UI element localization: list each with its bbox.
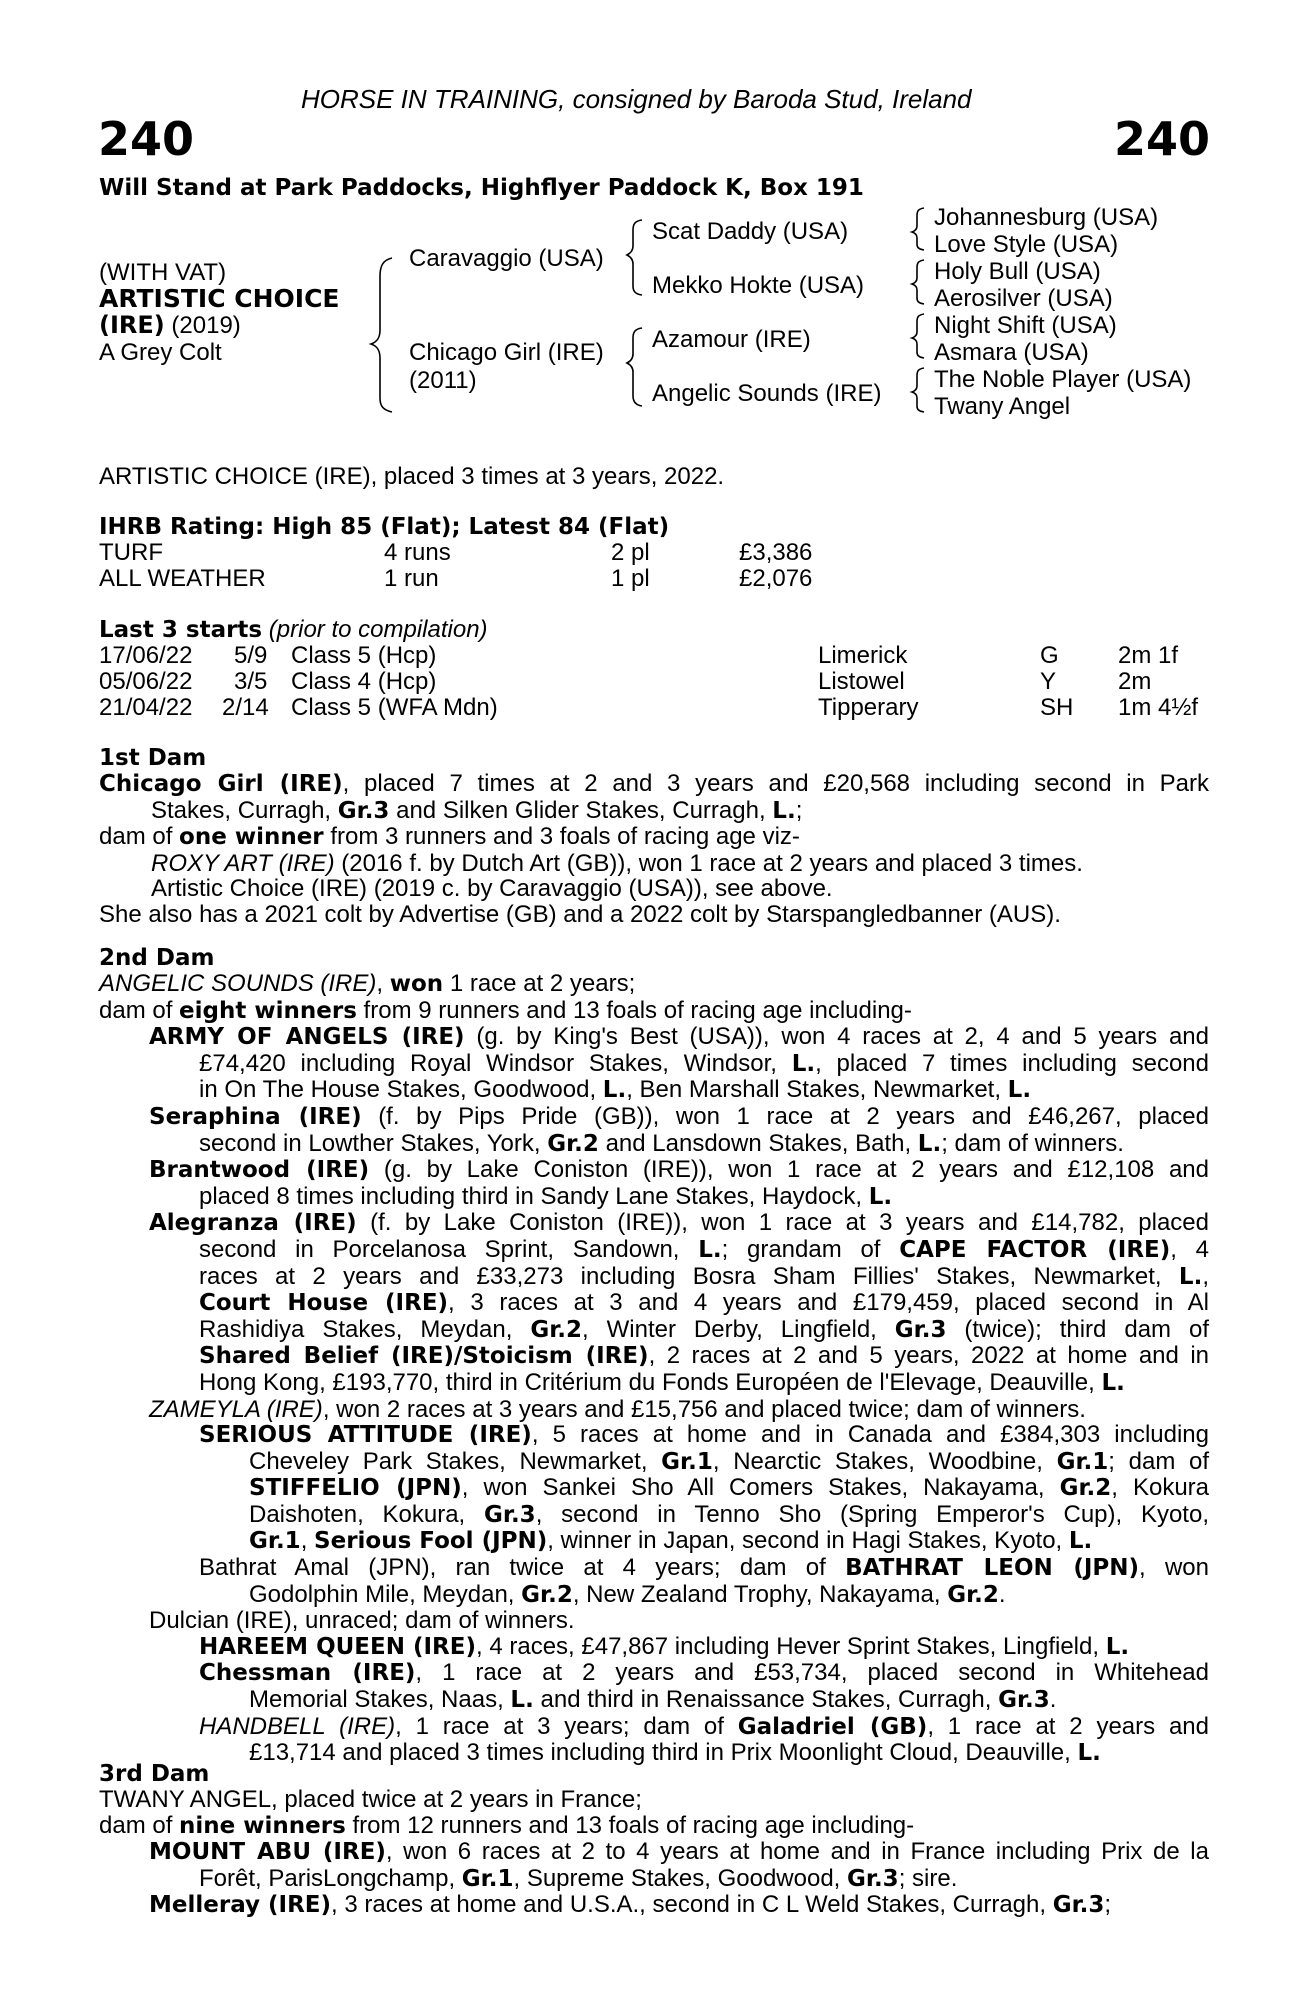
pedigree-dam-dam: Angelic Sounds (IRE): [652, 380, 882, 407]
catalogue-page: HORSE IN TRAINING, consigned by Baroda Stud, Ireland 240 240 Will Stand at Park Paddocks, Highflyer Paddock K, Box 191 (WITH VAT) ARTISTIC CHOICE (IRE) (2019) A Grey Colt Caravaggio (USA) Chicago Girl (IRE) (2011) Scat Daddy (USA) Mekko Hokte (USA) Azamour (IRE) Angelic Sounds (IRE) Johannesburg (USA) Love Style (USA) Holy Bull (USA) Aerosilver (USA) Night Shift (USA) Asmara (USA) The Noble Player (USA) Twany Angel ARTISTIC CHOICE (IRE), placed 3 times at 3 years, 2022. IHRB Rating: High 85 (Flat); Latest 84 (Flat) TURF 4 runs 2 pl £3,386 ALL WEATHER 1 run 1 pl £2,076 Last 3 starts (prior to compilation) 17/06/22 5/9 Class 5 (Hcp) Limerick G 2m 1f 05/06/22 3/5 Class 4 (Hcp) Listowel Y 2m 21/04/22 2/14 Class 5 (WFA Mdn) Tipperary SH 1m 4½f 1st Dam Chicago Girl (IRE), placed 7 times at 2 and 3 years and £20,568 including second in Park Stakes, Curragh, Gr.3 and Silken Glider Stakes, Curragh, L.; dam of one winner from 3 runners and 3 foals of racing age viz- ROXY ART (IRE) (2016 f. by Dutch Art (GB)), won 1 race at 2 years and placed 3 times. Artistic Choice (IRE) (2019 c. by Caravaggio (USA)), see above. She also has a 2021 colt by Advertise (GB) and a 2022 colt by Starspangledbanner (AUS). 2nd Dam ANGELIC SOUNDS (IRE), won 1 race at 2 years; dam of eight winners from 9 runners and 13 foals of racing age including- ARMY OF ANGELS (IRE) (g. by King's Best (USA)), won 4 races at 2, 4 and 5 years and £74,420 including Royal Windsor Stakes, Windsor, L., placed 7 times including second in On The House Stakes, Goodwood, L., Ben Marshall Stakes, Newmarket, L. Seraphina (IRE) (f. by Pips Pride (GB)), won 1 race at 2 years and £46,267, placed second in Lowther Stakes, York, Gr.2 and Lansdown Stakes, Bath, L.; dam of winners. Brantwood (IRE) (g. by Lake Coniston (IRE)), won 1 race at 2 years and £12,108 and placed 8 times including third in Sandy Lane Stakes, Haydock, L. Alegranza (IRE) (f. by Lake Coniston (IRE)), won 1 race at 3 years and £14,782, placed second in Porcelanosa Sprint, Sandown, L.; grandam of CAPE FACTOR (IRE), 4 races at 2 years and £33,273 including Bosra Sham Fillies' Stakes, Newmarket, L., Court House (IRE), 3 races at 3 and 4 years and £179,459, placed second in Al Rashidiya Stakes, Meydan, Gr.2, Winter Derby, Lingfield, Gr.3 (twice); third dam of Shared Belief (IRE)/Stoicism (IRE), 2 races at 2 and 5 years, 2022 at home and in Hong Kong, £193,770, third in Critérium du Fonds Européen de l'Elevage, Deauville, L. ZAMEYLA (IRE), won 2 races at 3 years and £15,756 and placed twice; dam of winners. SERIOUS ATTITUDE (IRE), 5 races at home and in Canada and £384,303 including Cheveley Park Stakes, Newmarket, Gr.1, Nearctic Stakes, Woodbine, Gr.1; dam of STIFFELIO (JPN), won Sankei Sho All Comers Stakes, Nakayama, Gr.2, Kokura Daishoten, Kokura, Gr.3, second in Tenno Sho (Spring Emperor's Cup), Kyoto, Gr.1, Serious Fool (JPN), winner in Japan, second in Hagi Stakes, Kyoto, L. Bathrat Amal (JPN), ran twice at 4 years; dam of BATHRAT LEON (JPN), won Godolphin Mile, Meydan, Gr.2, New Zealand Trophy, Nakayama, Gr.2. Dulcian (IRE), unraced; dam of winners. HAREEM QUEEN (IRE), 4 races, £47,867 including Hever Sprint Stakes, Lingfield, L. Chessman (IRE), 1 race at 2 years and £53,734, placed second in Whitehead Memorial Stakes, Naas, L. and third in Renaissance Stakes, Curragh, Gr.3. HANDBELL (IRE), 1 race at 3 years; dam of Galadriel (GB), 1 race at 2 years and £13,714 and placed 3 times including third in Prix Moonlight Cloud, Deauville, L. 3rd Dam TWANY ANGEL, placed twice at 2 years in France; dam of nine winners from 12 runners and 13 foals of racing age including- MOUNT ABU (IRE), won 6 races at 2 to 4 years at home and in France including Prix de la Forêt, ParisLongchamp, Gr.1, Supreme Stakes, Goodwood, Gr.3; sire. Melleray (IRE), 3 races at home and U.S.A., second in C L Weld Stakes, Curragh, Gr.3;: [0, 0, 1314, 2000]
stand-location: Will Stand at Park Paddocks, Highflyer Paddock K, Box 191: [99, 175, 864, 201]
pedigree-gen4-4: Aerosilver (USA): [934, 285, 1113, 312]
sire: Caravaggio (USA): [409, 245, 604, 272]
pedigree-gen4-5: Night Shift (USA): [934, 312, 1117, 339]
race-summary: ARTISTIC CHOICE (IRE), placed 3 times at 3 years, 2022.: [99, 463, 725, 490]
rating-title: IHRB Rating: High 85 (Flat); Latest 84 (Flat): [99, 514, 670, 540]
vat-note: (WITH VAT): [99, 259, 227, 286]
horse-name: ARTISTIC CHOICE: [99, 284, 340, 313]
third-dam-heading: 3rd Dam: [99, 1761, 210, 1787]
pedigree-sire-sire: Scat Daddy (USA): [652, 218, 849, 245]
pedigree-gen4-8: Twany Angel: [934, 393, 1071, 420]
pedigree-sire-dam: Mekko Hokte (USA): [652, 272, 865, 299]
third-dam-section: TWANY ANGEL, placed twice at 2 years in France; dam of nine winners from 12 runners and 13 foals of racing age including- MOUNT ABU (IRE), won 6 races at 2 to 4 years at home and in France including Prix de la Forêt, ParisLongchamp, Gr.1, Supreme Stakes, Goodwood, Gr.3; sire. Melleray (IRE), 3 races at home and U.S.A., second in C L Weld Stakes, Curragh, Gr.3;: [99, 1786, 1209, 1919]
start-row: 05/06/22 3/5 Class 4 (Hcp) Listowel Y 2m: [99, 668, 1152, 695]
second-dam-section: ANGELIC SOUNDS (IRE), won 1 race at 2 years; dam of eight winners from 9 runners and 13 foals of racing age including- ARMY OF ANGELS (IRE) (g. by King's Best (USA)), won 4 races at 2, 4 and 5 years and £74,420 including Royal Windsor Stakes, Windsor, L., placed 7 times including second in On The House Stakes, Goodwood, L., Ben Marshall Stakes, Newmarket, L. Seraphina (IRE) (f. by Pips Pride (GB)), won 1 race at 2 years and £46,267, placed second in Lowther Stakes, York, Gr.2 and Lansdown Stakes, Bath, L.; dam of winners. Brantwood (IRE) (g. by Lake Coniston (IRE)), won 1 race at 2 years and £12,108 and placed 8 times including third in Sandy Lane Stakes, Haydock, L. Alegranza (IRE) (f. by Lake Coniston (IRE)), won 1 race at 3 years and £14,782, placed second in Porcelanosa Sprint, Sandown, L.; grandam of CAPE FACTOR (IRE), 4 races at 2 years and £33,273 including Bosra Sham Fillies' Stakes, Newmarket, L., Court House (IRE), 3 races at 3 and 4 years and £179,459, placed second in Al Rashidiya Stakes, Meydan, Gr.2, Winter Derby, Lingfield, Gr.3 (twice); third dam of Shared Belief (IRE)/Stoicism (IRE), 2 races at 2 and 5 years, 2022 at home and in Hong Kong, £193,770, third in Critérium du Fonds Européen de l'Elevage, Deauville, L. ZAMEYLA (IRE), won 2 races at 3 years and £15,756 and placed twice; dam of winners. SERIOUS ATTITUDE (IRE), 5 races at home and in Canada and £384,303 including Cheveley Park Stakes, Newmarket, Gr.1, Nearctic Stakes, Woodbine, Gr.1; dam of STIFFELIO (JPN), won Sankei Sho All Comers Stakes, Nakayama, Gr.2, Kokura Daishoten, Kokura, Gr.3, second in Tenno Sho (Spring Emperor's Cup), Kyoto, Gr.1, Serious Fool (JPN), winner in Japan, second in Hagi Stakes, Kyoto, L. Bathrat Amal (JPN), ran twice at 4 years; dam of BATHRAT LEON (JPN), won Godolphin Mile, Meydan, Gr.2, New Zealand Trophy, Nakayama, Gr.2. Dulcian (IRE), unraced; dam of winners. HAREEM QUEEN (IRE), 4 races, £47,867 including Hever Sprint Stakes, Lingfield, L. Chessman (IRE), 1 race at 2 years and £53,734, placed second in Whitehead Memorial Stakes, Naas, L. and third in Renaissance Stakes, Curragh, Gr.3. HANDBELL (IRE), 1 race at 3 years; dam of Galadriel (GB), 1 race at 2 years and £13,714 and placed 3 times including third in Prix Moonlight Cloud, Deauville, L.: [99, 970, 1210, 1767]
second-dam-heading: 2nd Dam: [99, 945, 215, 971]
lot-number-left: 240: [98, 112, 195, 166]
pedigree-dam-sire: Azamour (IRE): [652, 326, 811, 353]
pedigree-gen4-7: The Noble Player (USA): [934, 366, 1192, 393]
pedigree-gen4-1: Johannesburg (USA): [934, 204, 1159, 231]
lot-number-right: 240: [1114, 112, 1211, 166]
pedigree-gen4-3: Holy Bull (USA): [934, 258, 1101, 285]
start-row: 21/04/22 2/14 Class 5 (WFA Mdn) Tipperary SH 1m 4½f: [99, 694, 1199, 721]
dam-year: (2011): [409, 367, 477, 394]
first-dam-section: Chicago Girl (IRE), placed 7 times at 2 and 3 years and £20,568 including second in Park Stakes, Curragh, Gr.3 and Silken Glider Stakes, Curragh, L.; dam of one winner from 3 runners and 3 foals of racing age viz- ROXY ART (IRE) (2016 f. by Dutch Art (GB)), won 1 race at 2 years and placed 3 times. Artistic Choice (IRE) (2019 c. by Caravaggio (USA)), see above. She also has a 2021 colt by Advertise (GB) and a 2022 colt by Starspangledbanner (AUS).: [99, 770, 1209, 928]
pedigree-gen4-6: Asmara (USA): [934, 339, 1089, 366]
dam: Chicago Girl (IRE): [409, 339, 604, 366]
last-starts-title: Last 3 starts (prior to compilation): [99, 616, 488, 643]
horse-description: A Grey Colt: [99, 339, 222, 366]
start-row: 17/06/22 5/9 Class 5 (Hcp) Limerick G 2m 1f: [99, 642, 1179, 669]
consignment-header: HORSE IN TRAINING, consigned by Baroda Stud, Ireland: [301, 84, 972, 114]
horse-name-suffix: (IRE) (2019): [99, 311, 241, 339]
pedigree-gen4-2: Love Style (USA): [934, 231, 1119, 258]
first-dam-heading: 1st Dam: [99, 745, 207, 771]
